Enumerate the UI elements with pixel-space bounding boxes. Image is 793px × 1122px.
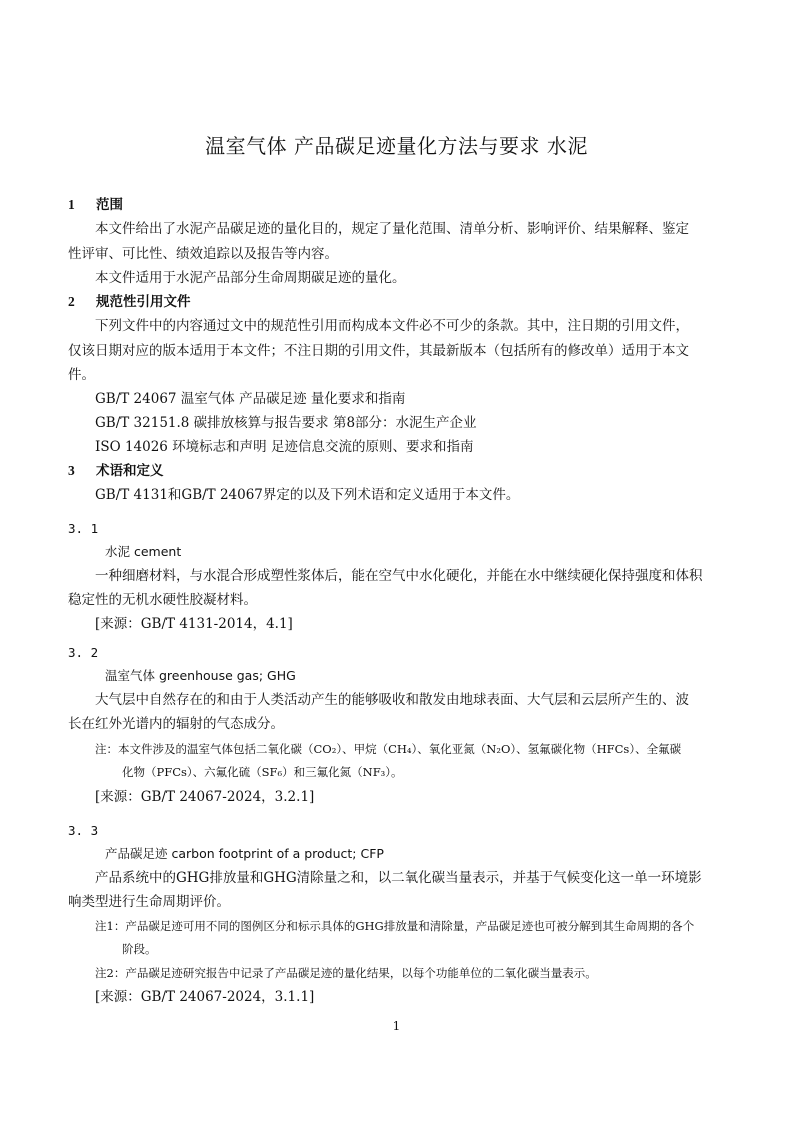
- term-3-1-definition-line-1: 一种细磨材料，与水混合形成塑性浆体后，能在空气中水化硬化，并能在水中继续硬化保持强度和体积: [95, 568, 703, 584]
- section-2-number: 2: [68, 294, 75, 309]
- section-2-paragraph-line-2: 仅该日期对应的版本适用于本文件；不注日期的引用文件，其最新版本（包括所有的修改单）适用于本文: [68, 343, 689, 359]
- section-1-paragraph-1-line-1: 本文件给出了水泥产品碳足迹的量化目的，规定了量化范围、清单分析、影响评价、结果解释、鉴定: [95, 221, 689, 237]
- term-3-1-definition-line-2: 稳定性的无机水硬性胶凝材料。: [68, 592, 257, 608]
- section-1-paragraph-1-line-2: 性评审、可比性、绩效追踪以及报告等内容。: [68, 246, 338, 262]
- term-3-2-number: 3. 2: [68, 645, 99, 660]
- term-3-2-entry: 温室气体 greenhouse gas; GHG: [105, 668, 296, 683]
- term-3-3-note-1-line-2: 阶段。: [122, 942, 157, 956]
- term-3-3-note-1-line-1: 注1：产品碳足迹可用不同的图例区分和标示具体的GHG排放量和清除量，产品碳足迹也可被分解到其生命周期的各个: [95, 919, 695, 933]
- term-3-3-number: 3. 3: [68, 823, 99, 838]
- section-1-heading: 范围: [96, 197, 123, 213]
- term-3-3-definition-line-2: 响类型进行生命周期评价。: [68, 894, 230, 910]
- term-3-3-entry: 产品碳足迹 carbon footprint of a product; CFP: [105, 846, 384, 861]
- section-2-paragraph-line-1: 下列文件中的内容通过文中的规范性引用而构成本文件必不可少的条款。其中，注日期的引用文件，: [95, 318, 689, 334]
- section-1-number: 1: [68, 197, 75, 212]
- term-3-1-source: [来源：GB/T 4131-2014，4.1]: [95, 616, 293, 632]
- section-1-paragraph-2: 本文件适用于水泥产品部分生命周期碳足迹的量化。: [95, 270, 406, 286]
- page-number: 1: [392, 1019, 401, 1033]
- term-3-3-source: [来源：GB/T 24067-2024，3.1.1]: [95, 989, 315, 1005]
- section-3-number: 3: [68, 463, 75, 478]
- section-2-paragraph-line-3: 件。: [68, 367, 95, 383]
- document-title: 温室气体 产品碳足迹量化方法与要求 水泥: [205, 134, 588, 158]
- term-3-2-note-line-1: 注：本文件涉及的温室气体包括二氧化碳（CO₂）、甲烷（CH₄）、氧化亚氮（N₂O）、氢氟碳化物（HFCs）、全氟碳: [95, 742, 682, 756]
- term-3-2-note-line-2: 化物（PFCs）、六氟化硫（SF₆）和三氟化氮（NF₃）。: [122, 765, 403, 779]
- term-3-3-note-2: 注2：产品碳足迹研究报告中记录了产品碳足迹的量化结果，以每个功能单位的二氧化碳当量表示。: [95, 966, 597, 980]
- reference-item: GB/T 32151.8 碳排放核算与报告要求 第8部分：水泥生产企业: [95, 415, 477, 431]
- reference-item: GB/T 24067 温室气体 产品碳足迹 量化要求和指南: [95, 391, 406, 407]
- section-3-intro: GB/T 4131和GB/T 24067界定的以及下列术语和定义适用于本文件。: [95, 487, 520, 503]
- term-3-1-number: 3. 1: [68, 521, 99, 536]
- section-2-heading: 规范性引用文件: [96, 294, 191, 310]
- term-3-1-entry: 水泥 cement: [105, 544, 182, 559]
- term-3-3-definition-line-1: 产品系统中的GHG排放量和GHG清除量之和，以二氧化碳当量表示，并基于气候变化这一单一环境影: [95, 870, 702, 886]
- section-3-heading: 术语和定义: [96, 463, 164, 479]
- reference-item: ISO 14026 环境标志和声明 足迹信息交流的原则、要求和指南: [95, 439, 474, 455]
- term-3-2-source: [来源：GB/T 24067-2024，3.2.1]: [95, 789, 315, 805]
- term-3-2-definition-line-2: 长在红外光谱内的辐射的气态成分。: [68, 716, 284, 732]
- term-3-2-definition-line-1: 大气层中自然存在的和由于人类活动产生的能够吸收和散发由地球表面、大气层和云层所产生的、波: [95, 692, 689, 708]
